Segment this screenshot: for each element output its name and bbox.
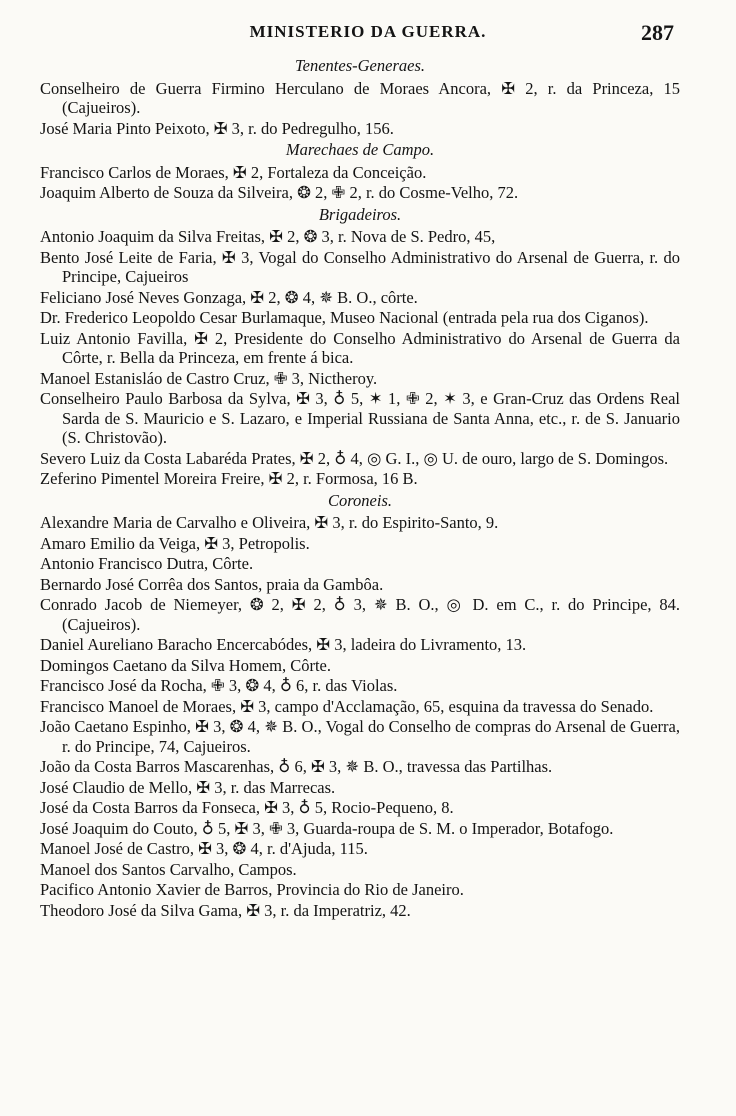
section [40,56,680,138]
directory-entry: Francisco Carlos de Moraes, ✠ 2, Fortaleza da Conceição. [40,162,427,182]
directory-entry: Bernardo José Corrêa dos Santos, praia da Gambôa. [40,574,384,594]
directory-entry: Conrado Jacob de Niemeyer, ❂ 2, ✠ 2, ♁ 3, ✵ B. O., ◎ D. em C., r. do Principe, 84. (Cajueiros). [40,595,680,634]
directory-entry: José Joaquim do Couto, ♁ 5, ✠ 3, ✙ 3, Guarda-roupa de S. M. o Imperador, Botafogo. [40,818,614,838]
section-title: Coroneis. [327,490,393,510]
directory-entry: João Caetano Espinho, ✠ 3, ❂ 4, ✵ B. O., Vogal do Conselho de compras do Arsenal de Guerra, r. do Principe, 74, Cajueiros. [40,717,680,756]
directory-entry: Manoel dos Santos Carvalho, Campos. [40,859,297,879]
directory-entry: Dr. Frederico Leopoldo Cesar Burlamaque, Museo Nacional (entrada pela rua dos Ciganos). [40,308,649,327]
directory-entry: Francisco Manoel de Moraes, ✠ 3, campo d'Acclamação, 65, esquina da travessa do Senado. [40,696,654,716]
section [40,140,680,203]
section-title: Brigadeiros. [318,204,402,224]
page-number: 287 [641,20,674,45]
directory-entry: Conselheiro de Guerra Firmino Herculano de Moraes Ancora, ✠ 2, r. da Princeza, 15 (Cajueiros). [40,78,680,117]
section-title: Tenentes-Generaes. [295,56,425,75]
running-title: MINISTERIO DA GUERRA. [249,22,487,41]
directory-entry: Joaquim Alberto de Souza da Silveira, ❂ 2, ✙ 2, r. do Cosme-Velho, 72. [40,183,519,202]
directory-listing [40,54,680,921]
directory-entry: Domingos Caetano da Silva Homem, Côrte. [40,655,331,675]
section [40,491,680,921]
directory-entry: José Claudio de Mello, ✠ 3, r. das Marrecas. [40,777,336,797]
directory-entry: Zeferino Pimentel Moreira Freire, ✠ 2, r. Formosa, 16 B. [40,469,418,488]
section-title: Marechaes de Campo. [285,140,435,159]
directory-entry: Bento José Leite de Faria, ✠ 3, Vogal do Conselho Administrativo do Arsenal de Guerra, r. do Principe, Cajueiros [40,247,680,286]
directory-entry: Pacifico Antonio Xavier de Barros, Provincia do Rio de Janeiro. [40,880,464,899]
directory-entry: José Maria Pinto Peixoto, ✠ 3, r. do Pedregulho, 156. [40,118,394,138]
directory-entry: Alexandre Maria de Carvalho e Oliveira, ✠ 3, r. do Espirito-Santo, 9. [40,513,499,532]
directory-entry: Antonio Joaquim da Silva Freitas, ✠ 2, ❂ 3, r. Nova de S. Pedro, 45, [40,227,496,246]
directory-entry: Severo Luiz da Costa Labaréda Prates, ✠ 2, ♁ 4, ◎ G. I., ◎ U. de ouro, largo de S. Domingos. [40,448,669,468]
directory-entry: José da Costa Barros da Fonseca, ✠ 3, ♁ 5, Rocio-Pequeno, 8. [40,798,454,817]
directory-entry: Theodoro José da Silva Gama, ✠ 3, r. da Imperatriz, 42. [40,900,411,920]
directory-entry: Antonio Francisco Dutra, Côrte. [40,554,254,573]
directory-entry: Conselheiro Paulo Barbosa da Sylva, ✠ 3, ♁ 5, ✶ 1, ✙ 2, ✶ 3, e Gran-Cruz das Ordens Real Sarda de S. Mauricio e S. Lazaro, e Imperial Russiana de Santa Anna, etc., r. de S. Januario (S. Christovão). [40,389,680,447]
directory-entry: Luiz Antonio Favilla, ✠ 2, Presidente do Conselho Administrativo do Arsenal de Guerra da Côrte, r. Bella da Princeza, em frente á bica. [40,328,680,367]
directory-entry: Feliciano José Neves Gonzaga, ✠ 2, ❂ 4, ✵ B. O., côrte. [40,287,418,307]
directory-entry: Amaro Emilio da Veiga, ✠ 3, Petropolis. [40,533,310,553]
directory-entry: Francisco José da Rocha, ✙ 3, ❂ 4, ♁ 6, r. das Violas. [40,676,398,695]
directory-entry: João da Costa Barros Mascarenhas, ♁ 6, ✠ 3, ✵ B. O., travessa das Partilhas. [40,757,553,776]
directory-entry: Daniel Aureliano Baracho Encercabódes, ✠ 3, ladeira do Livramento, 13. [40,635,527,654]
directory-entry: Manoel Estanisláo de Castro Cruz, ✙ 3, Nictheroy. [40,368,378,388]
section [40,205,680,489]
directory-entry: Manoel José de Castro, ✠ 3, ❂ 4, r. d'Ajuda, 115. [40,839,368,858]
page-header [0,18,736,48]
